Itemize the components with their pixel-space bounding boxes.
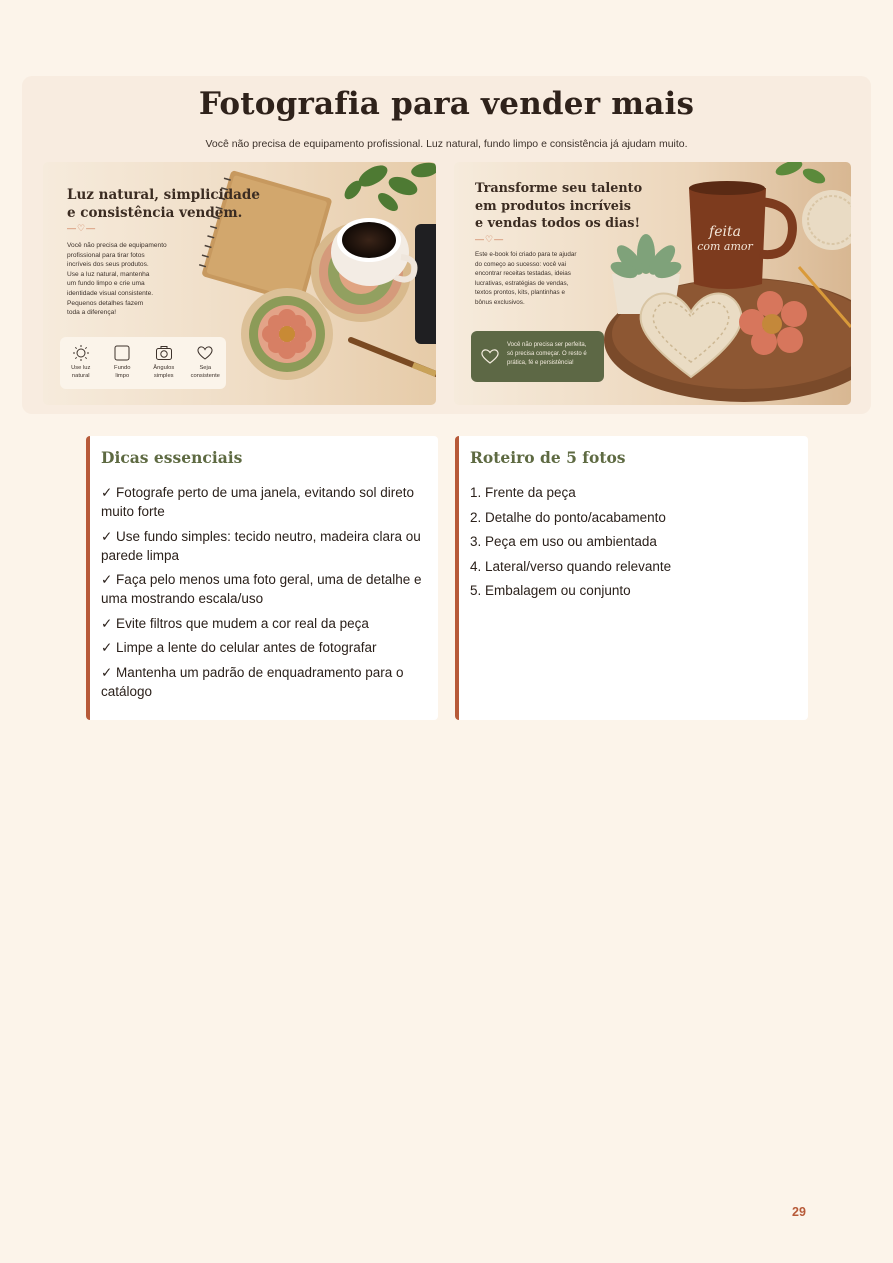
- icon-label: Ângulos simples: [153, 365, 175, 379]
- icon-item: [102, 344, 142, 380]
- icon-item: [185, 344, 225, 380]
- list-item: 1. Frente da peça: [470, 485, 576, 500]
- photo-script-panel: [455, 436, 808, 720]
- mug-text-line2: com amor: [697, 240, 753, 253]
- icon-item: [144, 344, 184, 380]
- icon-label: Seja consistente: [190, 365, 220, 379]
- card-right-title: Transforme seu talento em produtos incríveis e vendas todos os dias!: [475, 181, 643, 231]
- page-subtitle: Você não precisa de equipamento profissional. Luz natural, fundo limpo e consistência já ajudam muito.: [205, 138, 688, 150]
- quote-text: Você não precisa ser perfeita, só precisa começar. O resto é prática, fé e persistência!: [507, 342, 587, 366]
- tips-icon-strip: [60, 337, 226, 389]
- tips-list: [101, 483, 424, 701]
- mug-text: feita: [709, 224, 741, 240]
- heart-outline-icon: [480, 347, 500, 365]
- list-item: ✓ Limpe a lente do celular antes de fotografar: [101, 640, 377, 655]
- tips-title: Dicas essenciais: [101, 448, 243, 467]
- square-icon: [113, 344, 131, 362]
- icon-item: [61, 344, 101, 380]
- sun-icon: [72, 344, 90, 362]
- promo-card-left: [43, 162, 436, 405]
- list-item: ✓ Evite filtros que mudem a cor real da peça: [101, 615, 369, 631]
- icon-label: Fundo limpo: [114, 365, 131, 379]
- list-item: 5. Embalagem ou conjunto: [470, 583, 631, 598]
- page-number: 29: [792, 1205, 806, 1219]
- divider-heart-icon: —♡—: [475, 234, 505, 244]
- page-title: Fotografia para vender mais: [198, 86, 695, 122]
- photo-script-list: [470, 483, 794, 600]
- list-item: ✓ Faça pelo menos uma foto geral, uma de detalhe e uma mostrando escala/uso: [101, 572, 422, 606]
- list-item: 3. Peça em uso ou ambientada: [470, 534, 657, 549]
- quote-box: [471, 331, 604, 382]
- heart-icon: [196, 344, 214, 362]
- divider-heart-icon: —♡—: [67, 223, 97, 233]
- icon-label: Use luz natural: [71, 365, 91, 379]
- list-item: ✓ Mantenha um padrão de enquadramento para o catálogo: [101, 664, 404, 699]
- list-item: ✓ Use fundo simples: tecido neutro, madeira clara ou parede limpa: [101, 528, 421, 563]
- card-right-body: Este e-book foi criado para te ajudar do começo ao sucesso: você vai encontrar receitas testadas, ideias lucrativas, estratégias de vendas, textos prontos, kits, plantinhas e bônus exclusivos.: [475, 251, 577, 306]
- card-left-title: Luz natural, simplicidade e consistência vendem.: [67, 187, 260, 221]
- photo-script-title: Roteiro de 5 fotos: [470, 448, 626, 467]
- list-item: 2. Detalhe do ponto/acabamento: [470, 509, 666, 525]
- list-item: 4. Lateral/verso quando relevante: [470, 558, 672, 574]
- list-item: ✓ Fotografe perto de uma janela, evitando sol direto muito forte: [101, 485, 414, 519]
- tips-panel: [86, 436, 438, 720]
- camera-icon: [155, 344, 173, 362]
- card-left-body: Você não precisa de equipamento profissional para tirar fotos incríveis dos seus produtos. Use a luz natural, mantenha um fundo limpo e crie uma identidade visual consistente. Pequenos detalhes fazem toda a diferença!: [67, 242, 167, 317]
- promo-card-right: [454, 162, 851, 405]
